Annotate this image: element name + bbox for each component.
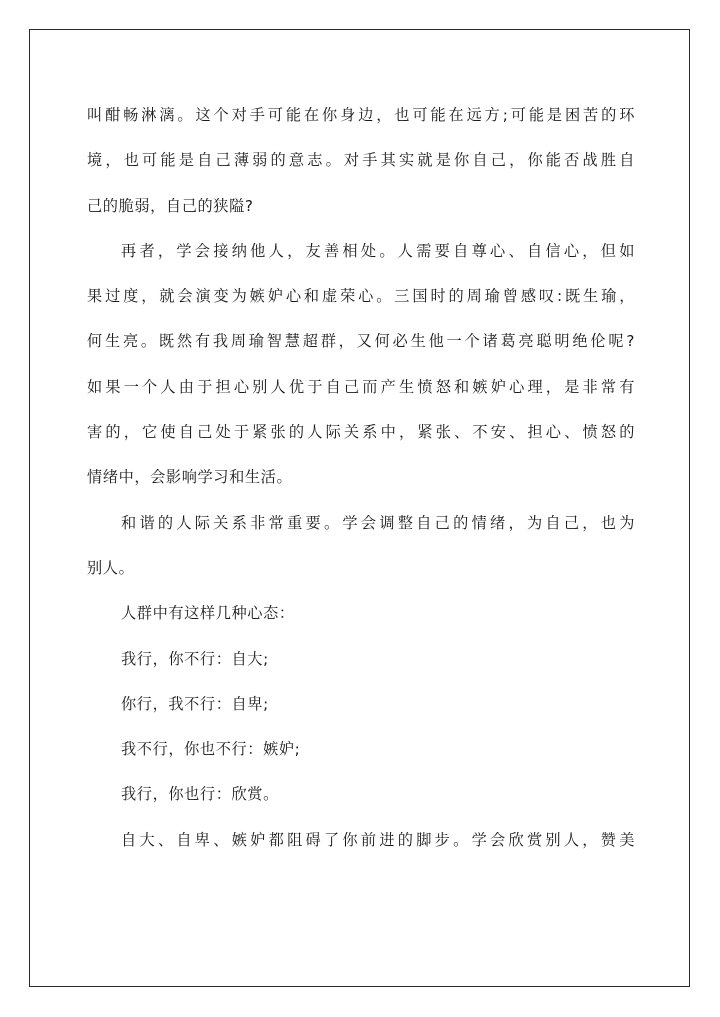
text-line: 人群中有这样几种心态： [121,604,295,623]
text-line: 境，也可能是自己薄弱的意志。对手其实就是你自己，你能否战胜自 [87,151,635,170]
text-line: 别人。 [87,558,135,577]
text-line: 我不行，你也不行：嫉妒; [121,740,301,759]
text-line: 你行，我不行：自卑; [121,694,269,713]
text-line: 自大、自卑、嫉妒都阻碍了你前进的脚步。学会欣赏别人，赞美 [121,830,635,849]
text-line: 再者，学会接纳他人，友善相处。人需要自尊心、自信心，但如 [121,241,635,260]
text-line: 我行，你也行：欣赏。 [121,785,279,804]
document-body [87,93,635,863]
text-line: 果过度，就会演变为嫉妒心和虚荣心。三国时的周瑜曾感叹:既生瑜， [87,287,635,306]
text-line: 和谐的人际关系非常重要。学会调整自己的情绪，为自己，也为 [121,513,635,532]
text-line: 何生亮。既然有我周瑜智慧超群，又何必生他一个诸葛亮聪明绝伦呢? [87,332,635,351]
text-line: 如果一个人由于担心别人优于自己而产生愤怒和嫉妒心理，是非常有 [87,377,635,396]
text-line: 我行，你不行：自大; [121,649,269,668]
text-line: 害的，它使自己处于紧张的人际关系中，紧张、不安、担心、愤怒的 [87,423,635,442]
text-line: 己的脆弱，自己的狭隘? [87,196,254,215]
text-line: 叫酣畅淋漓。这个对手可能在你身边，也可能在远方;可能是困苦的环 [87,106,635,124]
text-line: 情绪中，会影响学习和生活。 [87,468,293,487]
